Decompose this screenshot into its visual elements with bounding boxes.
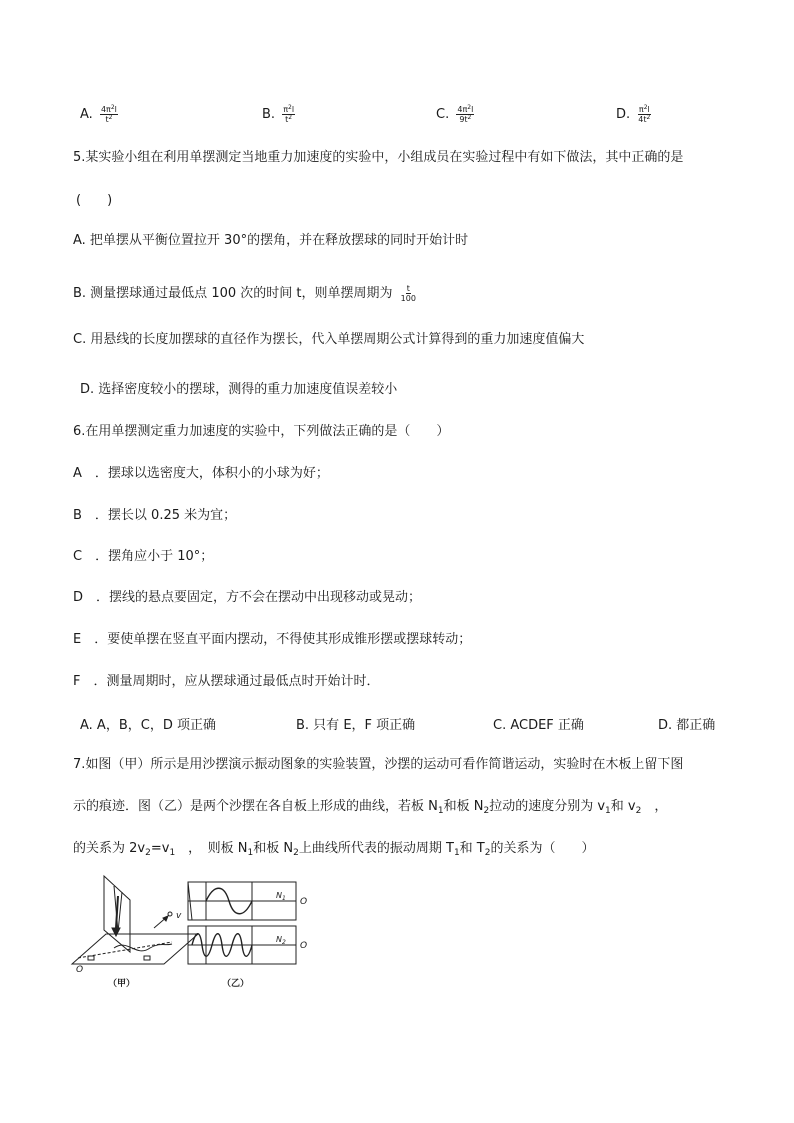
q7-line-3: 的关系为 $2v_2=v_1$ ， 则板 $N_1$和板 $N_2$上曲线所代表的振动周期 $T_1$和 $T_2$的关系为（ ）: [73, 841, 595, 858]
q6-choice-d: D. 都正确: [658, 718, 716, 733]
q4-option-d-formula: $\frac{\pi^2l}{4t^2}$: [638, 104, 651, 124]
q5-option-d: D. 选择密度较小的摆球，测得的重力加速度值误差较小: [80, 382, 398, 397]
n1-o-label: O: [300, 897, 308, 907]
q5-option-c: C. 用悬线的长度加摆球的直径作为摆长，代入单摆周期公式计算得到的重力加速度值偏大: [73, 332, 585, 347]
q6-item-d: D ．摆线的悬点要固定，方不会在摆动中出现移动或晃动；: [73, 590, 422, 605]
q7-line-2: 示的痕迹．图（乙）是两个沙摆在各自板上形成的曲线，若板 $N_1$和板 $N_2$拉动的速度分别为 $v_1$和 $v_2$ ，: [73, 799, 668, 816]
q4-option-a: A. $\frac{4\pi^2l}{t^2}$: [80, 104, 117, 124]
q6-item-c: C ．摆角应小于 10°；: [73, 549, 214, 564]
q4-option-c: C. $\frac{4\pi^2l}{9t^2}$: [436, 104, 474, 124]
q6-choice-a: A. A，B，C，D 项正确: [80, 718, 216, 733]
q4-option-b: B. $\frac{\pi^2l}{t^2}$: [262, 104, 295, 124]
figure-label-yi: （乙）: [222, 979, 250, 989]
q5-option-b: B. 测量摆球通过最低点 100 次的时间 t，则单摆周期为 $\frac{t}{100}$: [73, 284, 416, 303]
velocity-label: v: [176, 911, 182, 921]
q7-line-1: 7.如图（甲）所示是用沙摆演示振动图象的实验装置，沙摆的运动可看作简谐运动，实验时在木板上留下图: [73, 757, 684, 772]
n2-label: $N_2$: [276, 935, 286, 946]
q6-choice-c: C. ACDEF 正确: [493, 718, 584, 733]
trace-panel-n2: [188, 926, 296, 964]
q5-period-formula: $\frac{t}{100}$: [400, 284, 416, 303]
q4-option-a-formula: $\frac{4\pi^2l}{t^2}$: [100, 104, 117, 124]
q6-item-b: B ．摆长以 0.25 米为宜；: [73, 508, 237, 523]
q4-option-c-formula: $\frac{4\pi^2l}{9t^2}$: [457, 104, 474, 124]
q5-answer-paren: ( ): [76, 193, 113, 208]
q6-stem: 6.在用单摆测定重力加速度的实验中，下列做法正确的是（ ）: [73, 424, 450, 439]
q6-item-e: E ．要使单摆在竖直平面内摆动，不得使其形成锥形摆或摆球转动；: [73, 632, 472, 647]
trace-panel-n1: [188, 882, 296, 920]
q5-option-a: A. 把单摆从平衡位置拉开 30°的摆角，并在释放摆球的同时开始计时: [73, 233, 469, 248]
figure-label-jia: （甲）: [108, 979, 136, 989]
q6-item-a: A ．摆球以选密度大，体积小的小球为好；: [73, 466, 329, 481]
n1-label: $N_1$: [276, 891, 286, 902]
board-o-label: O: [76, 965, 84, 975]
q6-item-f: F ．测量周期时，应从摆球通过最低点时开始计时．: [73, 674, 380, 689]
q6-choice-b: B. 只有 E，F 项正确: [296, 718, 416, 733]
q4-option-b-formula: $\frac{\pi^2l}{t^2}$: [283, 104, 295, 124]
q7-figure: [68, 872, 318, 994]
q5-stem: 5.某实验小组在利用单摆测定当地重力加速度的实验中，小组成员在实验过程中有如下做法，其中正确的是: [73, 150, 684, 165]
q4-option-d: D. $\frac{\pi^2l}{4t^2}$: [616, 104, 651, 124]
n2-o-label: O: [300, 941, 308, 951]
